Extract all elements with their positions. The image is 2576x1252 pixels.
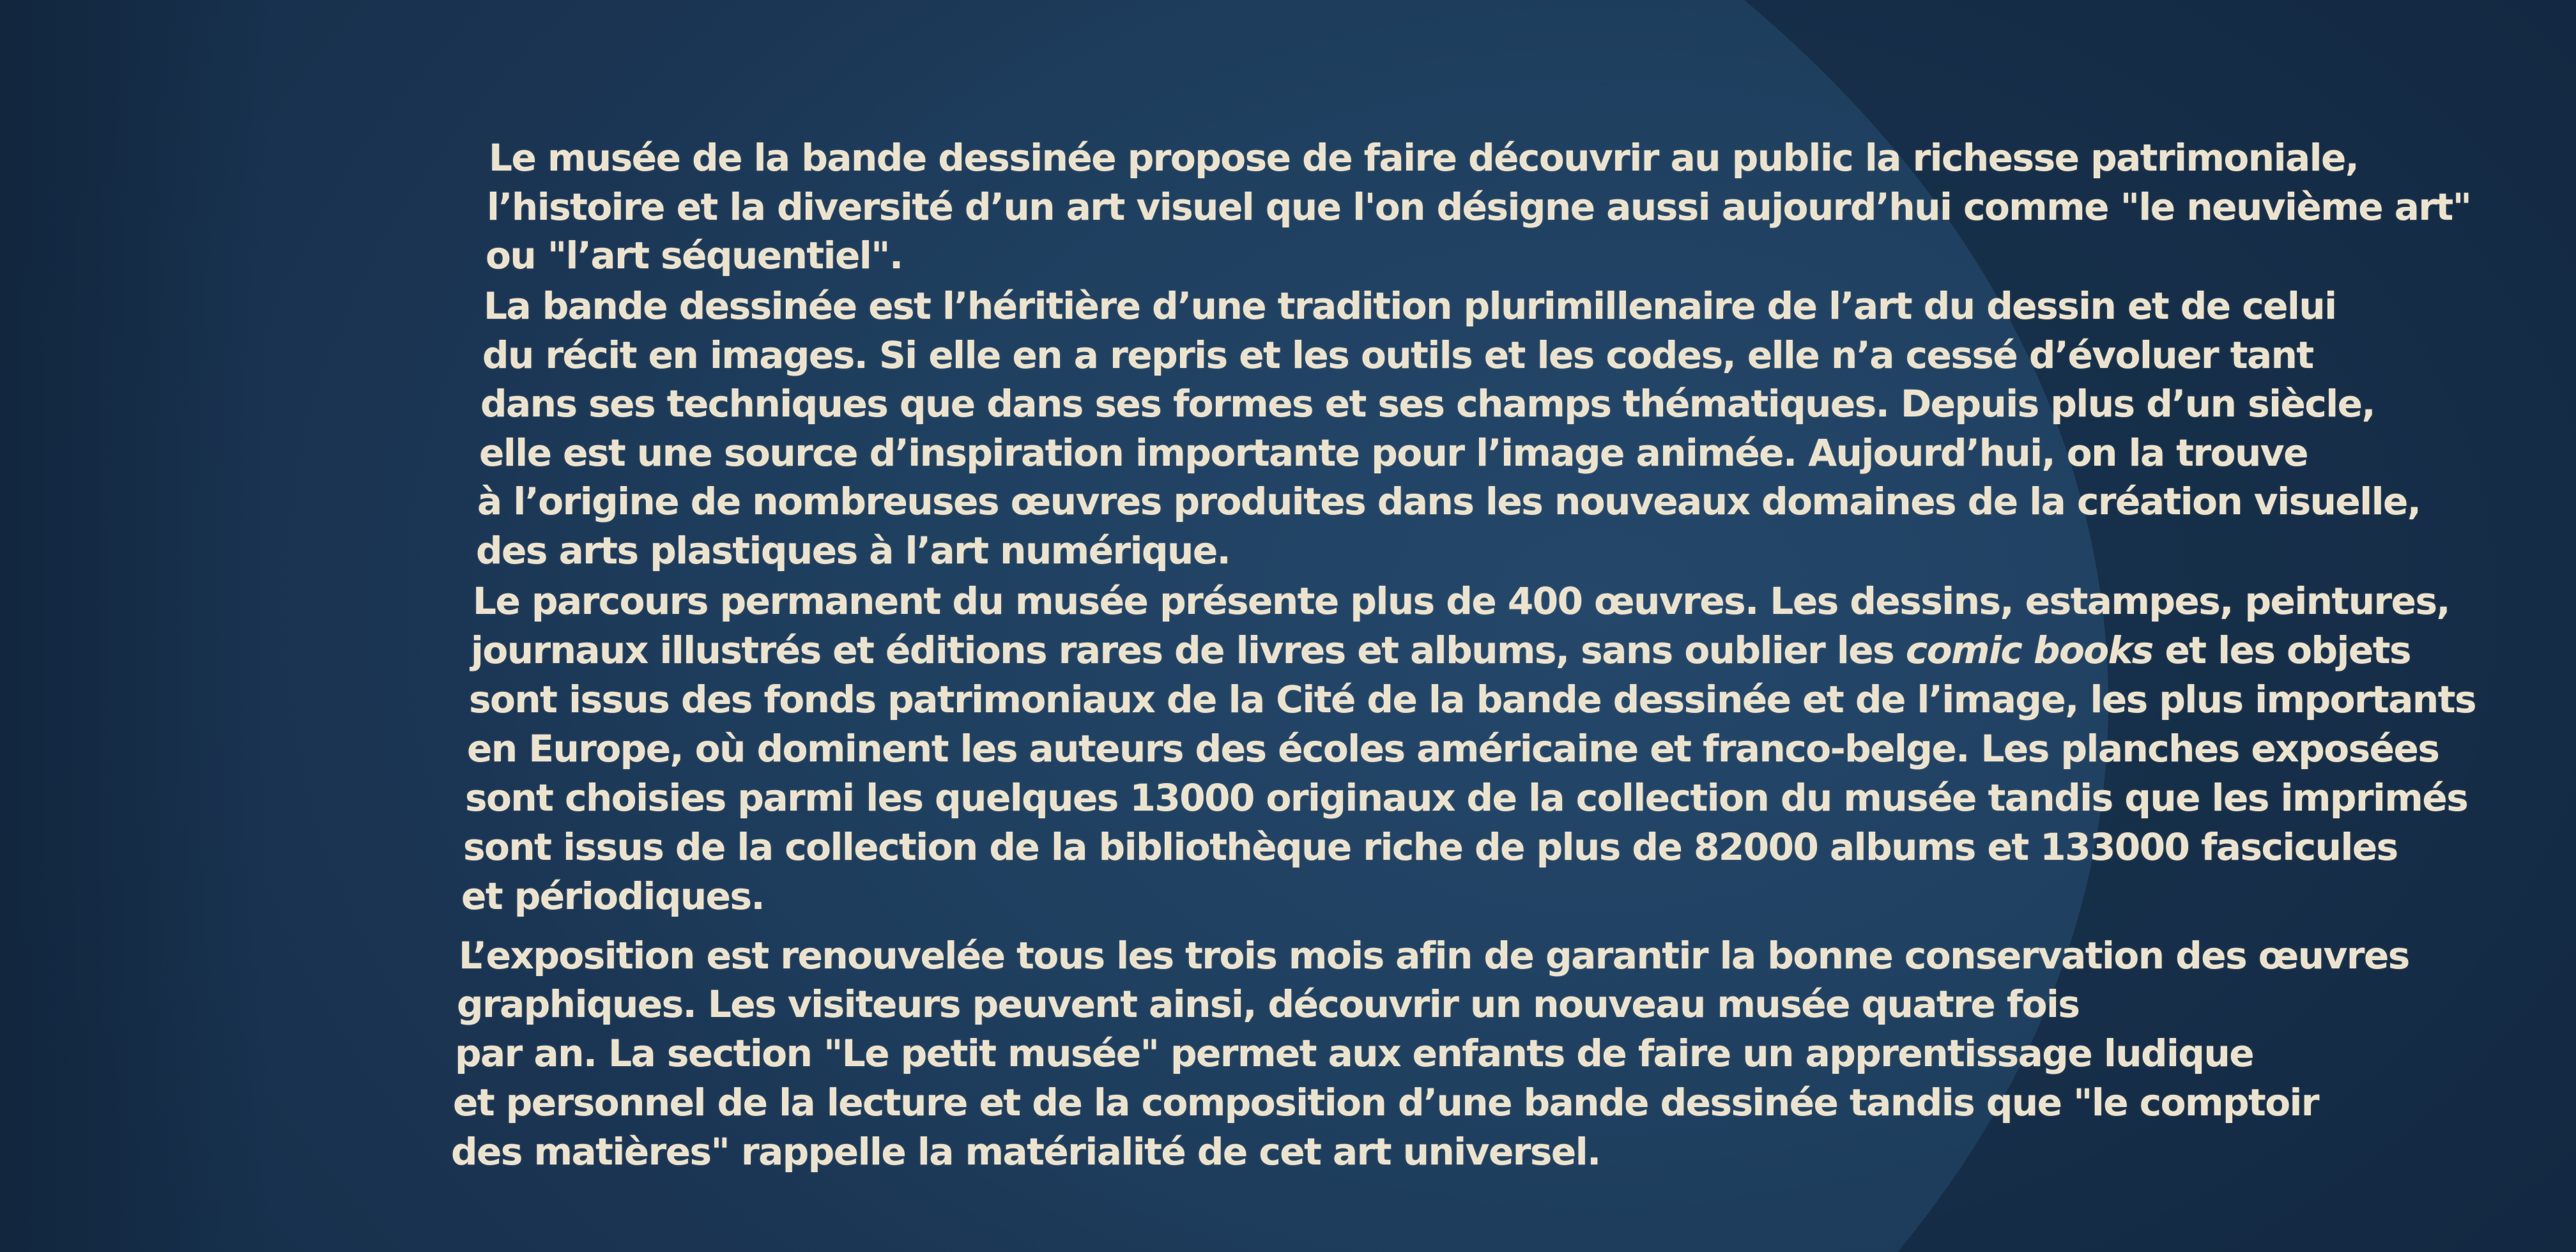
panel-line: Le musée de la bande dessinée propose de faire découvrir au public la richesse patrimoniale, [489, 136, 2359, 179]
panel-line: l’histoire et la diversité d’un art visuel que l'on désigne aussi aujourd’hui comme "le neuvième art" [487, 185, 2471, 229]
panel-line: à l’origine de nombreuses œuvres produites dans les nouveaux domaines de la création visuelle, [477, 480, 2421, 523]
panel-line: et personnel de la lecture et de la composition d’une bande dessinée tandis que "le comptoir [453, 1081, 2319, 1124]
panel-line: dans ses techniques que dans ses formes et ses champs thématiques. Depuis plus d’un siècle, [480, 382, 2375, 425]
panel-line: L’exposition est renouvelée tous les trois mois afin de garantir la bonne conservation des œuvres [459, 934, 2409, 977]
panel-line: La bande dessinée est l’héritière d’une tradition plurimillenaire de l’art du dessin et de celui [484, 284, 2336, 328]
panel-line-with-italic [471, 629, 2411, 672]
panel-line: graphiques. Les visiteurs peuvent ainsi, découvrir un nouveau musée quatre fois [457, 982, 2080, 1026]
panel-line: Le parcours permanent du musée présente plus de 400 œuvres. Les dessins, estampes, peintures, [473, 579, 2450, 623]
panel-line-part: et les objets [2152, 629, 2411, 672]
panel-line: en Europe, où dominent les auteurs des écoles américaine et franco-belge. Les planches exposées [467, 727, 2439, 770]
panel-line: elle est une source d’inspiration importante pour l’image animée. Aujourd’hui, on la trouve [479, 431, 2308, 475]
panel-line: sont issus des fonds patrimoniaux de la Cité de la bande dessinée et de l’image, les plus importants [469, 678, 2476, 721]
panel-line: des arts plastiques à l’art numérique. [476, 529, 1230, 572]
panel-line: ou "l’art séquentiel". [486, 234, 903, 277]
panel-line: par an. La section "Le petit musée" permet aux enfants de faire un apprentissage ludique [455, 1032, 2254, 1075]
panel-line: sont choisies parmi les quelques 13000 originaux de la collection du musée tandis que les imprimés [465, 776, 2468, 820]
panel-line: sont issus de la collection de la bibliothèque riche de plus de 82000 albums et 133000 fascicules [463, 825, 2398, 869]
panel-line: et périodiques. [461, 874, 765, 918]
panel-line: des matières" rappelle la matérialité de cet art universel. [451, 1130, 1600, 1173]
panel-line: du récit en images. Si elle en a repris et les outils et les codes, elle n’a cessé d’évoluer tant [482, 333, 2313, 377]
panel-line-part: journaux illustrés et éditions rares de livres et albums, sans oublier les [471, 629, 1906, 672]
italic-phrase: comic books [1905, 629, 2153, 672]
